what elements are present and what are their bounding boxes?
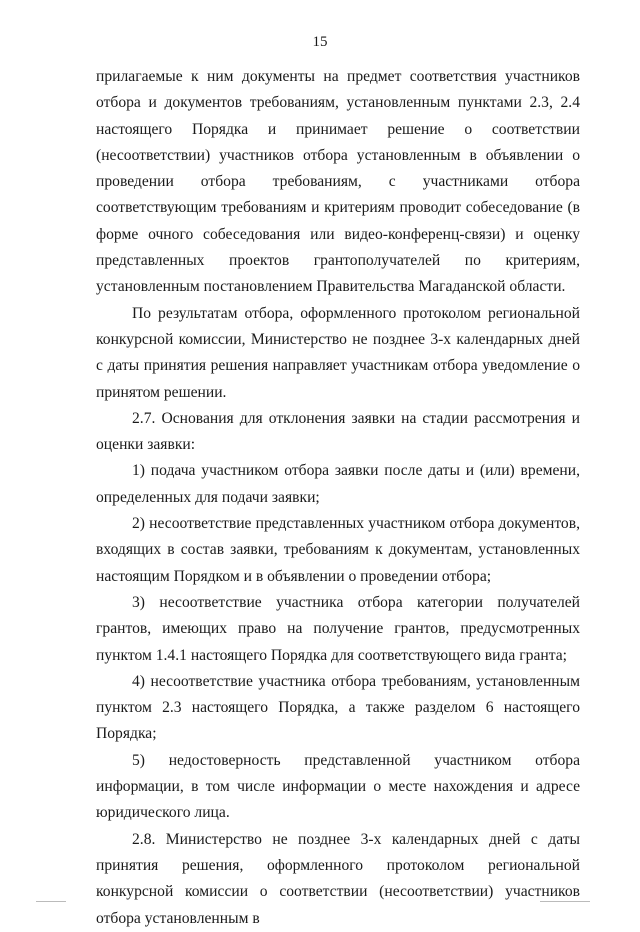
page-number: 15 (312, 34, 328, 50)
paragraph: 2.8. Министерство не позднее 3-х календарных дней с даты принятия решения, оформленного протоколом региональной конкурсной комиссии о соответствии (несоответствии) участников отбора установленным в (96, 830, 580, 927)
list-item: 3) несоответствие участника отбора категории получателей грантов, имеющих право на получение грантов, предусмотренных пунктом 1.4.1 настоящего Порядка для соответствующего вида гранта; (96, 593, 580, 664)
document-body (96, 64, 580, 932)
scan-artifact-right (540, 901, 590, 902)
paragraph: 2.7. Основания для отклонения заявки на стадии рассмотрения и оценки заявки: (96, 409, 580, 454)
paragraph: По результатам отбора, оформленного протоколом региональной конкурсной комиссии, Министерство не позднее 3-х календарных дней с даты принятия решения направляет участникам отбора уведомление о принятом решении. (96, 304, 580, 401)
list-item: 1) подача участником отбора заявки после даты и (или) времени, определенных для подачи заявки; (96, 462, 580, 506)
list-item: 5) недостоверность представленной участником отбора информации, в том числе информации о месте нахождения и адресе юридического лица. (96, 751, 580, 822)
paragraph: прилагаемые к ним документы на предмет соответствия участников отбора и документов требованиям, установленным пунктами 2.3, 2.4 настоящего Порядка и принимает решение о соответствии (несоответствии) участников отбора установленным в объявлении о проведении отбора требованиям, с участниками отбора соответствующим требованиям и критериям проводит собеседование (в форме очного собеседования или видео-конференц-связи) и оценку представленных проектов грантополучателей по критериям, установленным постановлением Правительства Магаданской области. (96, 68, 580, 296)
list-item: 4) несоответствие участника отбора требованиям, установленным пунктом 2.3 настоящего Порядка, а также разделом 6 настоящего Порядка; (96, 672, 580, 743)
scan-artifact-left (36, 901, 66, 902)
list-item: 2) несоответствие представленных участником отбора документов, входящих в состав заявки, требованиям к документам, установленных настоящим Порядком и в объявлении о проведении отбора; (96, 515, 580, 585)
